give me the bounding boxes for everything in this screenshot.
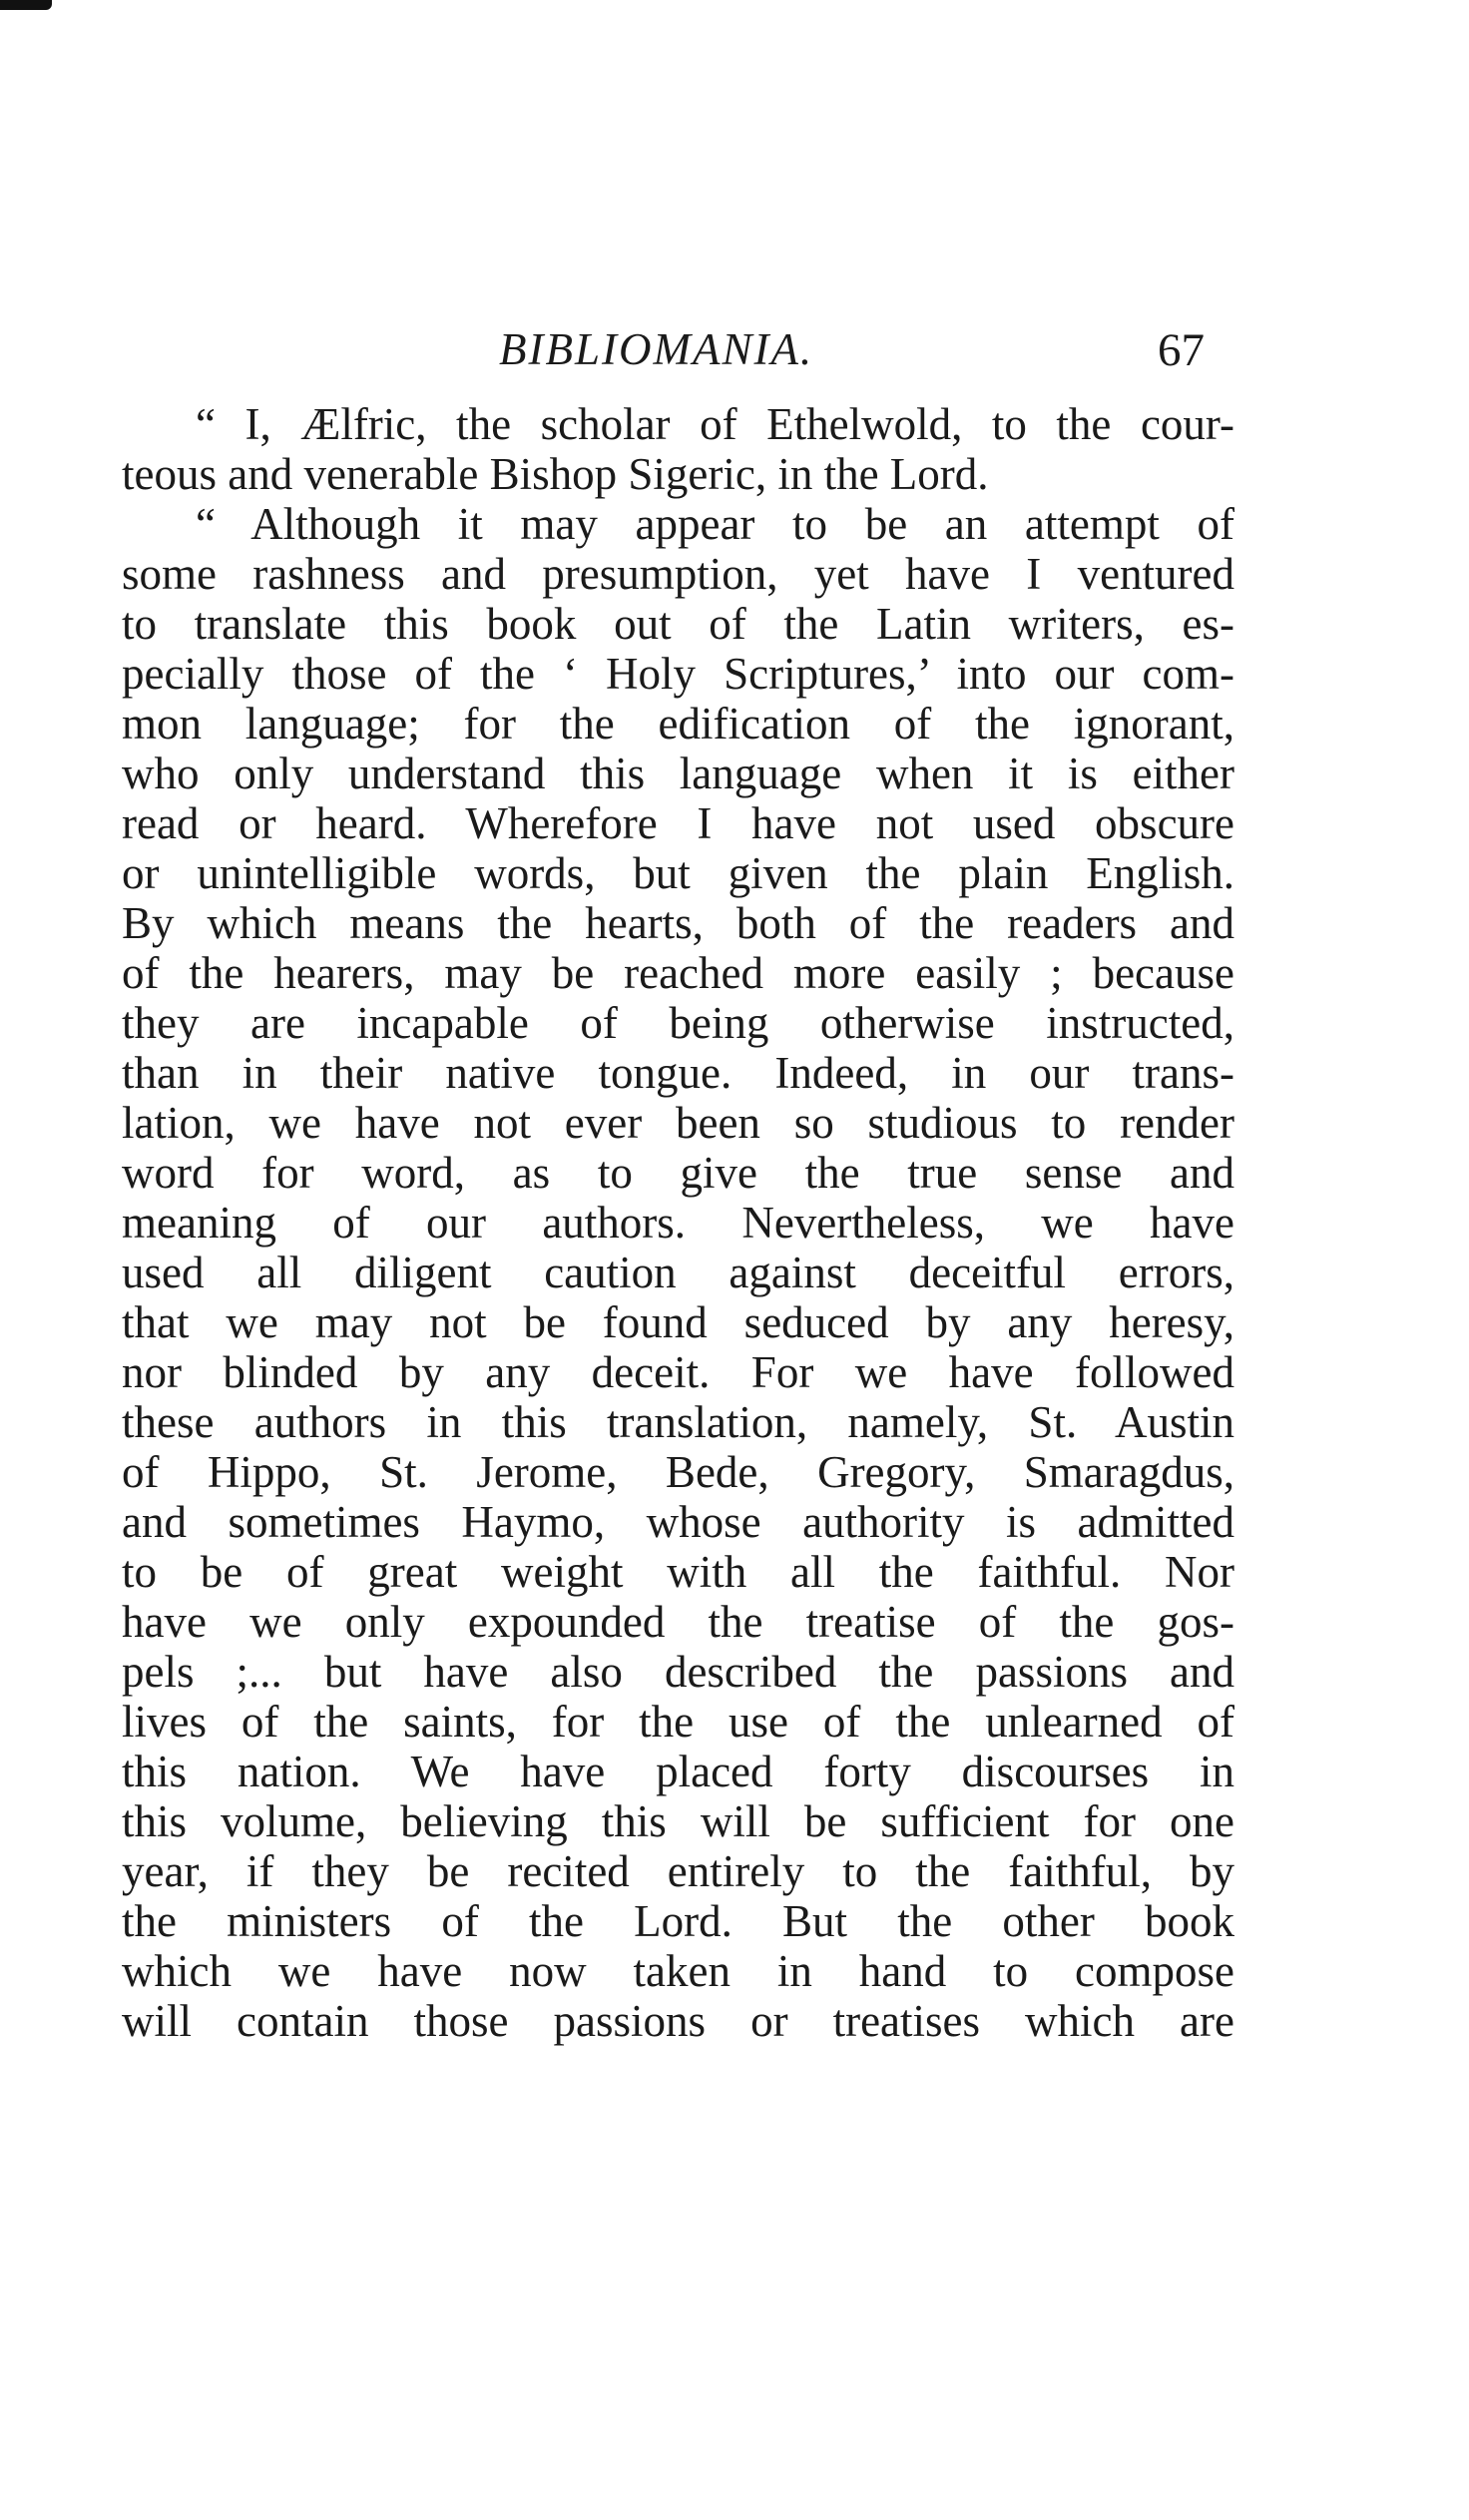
text-line: to translate this book out of the Latin writers, es- <box>122 599 1234 649</box>
page-number: 67 <box>1158 324 1205 376</box>
text-line: By which means the hearts, both of the readers and <box>122 898 1234 948</box>
text-line: this nation. We have placed forty discourses in <box>122 1747 1234 1796</box>
body-text <box>122 399 1234 2046</box>
text-line: to be of great weight with all the faithful. Nor <box>122 1547 1234 1597</box>
text-line: pels ;... but have also described the passions and <box>122 1647 1234 1697</box>
text-line: of the hearers, may be reached more easily ; because <box>122 948 1234 998</box>
text-line: who only understand this language when it is either <box>122 749 1234 798</box>
text-line: used all diligent caution against deceitful errors, <box>122 1248 1234 1297</box>
text-line: of Hippo, St. Jerome, Bede, Gregory, Smaragdus, <box>122 1447 1234 1497</box>
text-line: this volume, believing this will be sufficient for one <box>122 1796 1234 1846</box>
text-line: “ I, Ælfric, the scholar of Ethelwold, to the cour- <box>196 399 1234 449</box>
text-line: word for word, as to give the true sense and <box>122 1148 1234 1198</box>
text-line: pecially those of the ‘ Holy Scriptures,’ into our com- <box>122 649 1234 699</box>
text-line: meaning of our authors. Nevertheless, we have <box>122 1198 1234 1248</box>
text-line: lives of the saints, for the use of the unlearned of <box>122 1697 1234 1747</box>
text-line: they are incapable of being otherwise instructed, <box>122 998 1234 1048</box>
scan-corner-mark <box>0 0 52 10</box>
text-line: year, if they be recited entirely to the faithful, by <box>122 1846 1234 1896</box>
text-line: the ministers of the Lord. But the other book <box>122 1896 1234 1946</box>
text-line: that we may not be found seduced by any heresy, <box>122 1297 1234 1347</box>
text-line: have we only expounded the treatise of the gos- <box>122 1597 1234 1647</box>
text-line: will contain those passions or treatises which are <box>122 1996 1234 2046</box>
text-line: “ Although it may appear to be an attempt of <box>196 499 1234 549</box>
text-line: than in their native tongue. Indeed, in our trans- <box>122 1048 1234 1098</box>
text-line: nor blinded by any deceit. For we have followed <box>122 1347 1234 1397</box>
running-title: BIBLIOMANIA. <box>499 324 814 374</box>
text-line: or unintelligible words, but given the plain English. <box>122 848 1234 898</box>
text-line: read or heard. Wherefore I have not used obscure <box>122 798 1234 848</box>
text-line: and sometimes Haymo, whose authority is admitted <box>122 1497 1234 1547</box>
text-line: mon language; for the edification of the ignorant, <box>122 699 1234 749</box>
text-line: which we have now taken in hand to compose <box>122 1946 1234 1996</box>
text-line: teous and venerable Bishop Sigeric, in the Lord. <box>122 449 989 499</box>
text-line: lation, we have not ever been so studious to render <box>122 1098 1234 1148</box>
text-line: some rashness and presumption, yet have I ventured <box>122 549 1234 599</box>
text-line: these authors in this translation, namely, St. Austin <box>122 1397 1234 1447</box>
